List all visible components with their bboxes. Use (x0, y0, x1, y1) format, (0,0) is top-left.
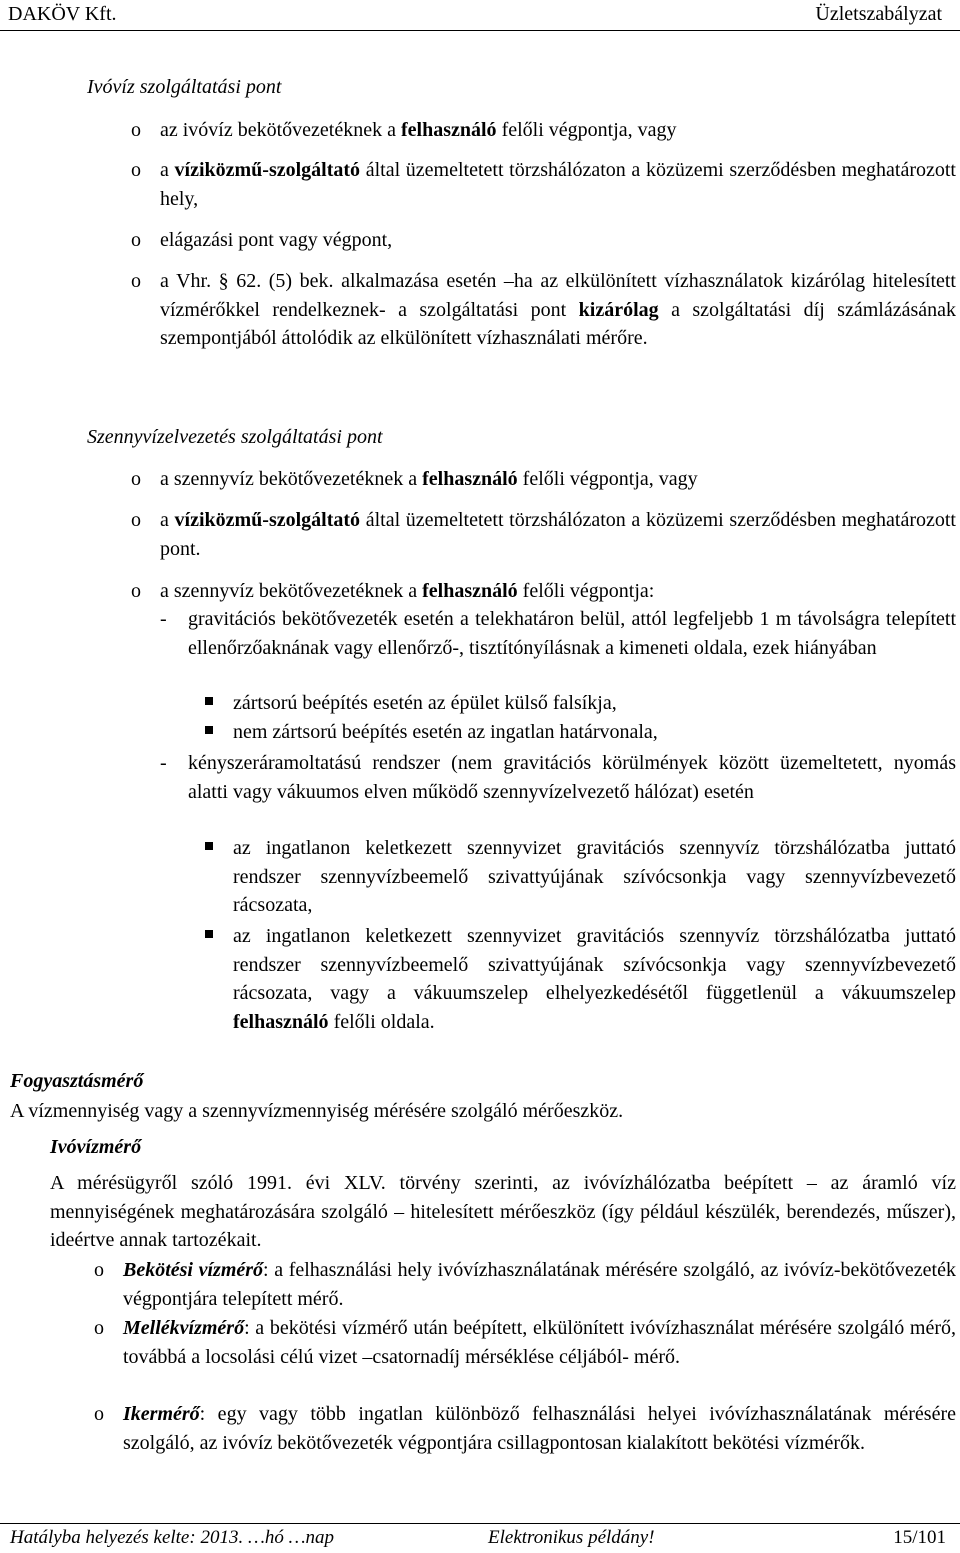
sub-item-gravitational: gravitációs bekötővezeték esetén a telekhatáron belül, attól legfeljebb 1 m távolságra telepített ellenőrzőaknának vagy ellenőrző-, tisztítónyílásnak a kimeneti oldala, ezek hiányában (188, 608, 956, 659)
bullet-dash: - (160, 608, 167, 630)
list-item: a szennyvíz bekötővezetéknek a felhasználó felőli végpontja: (160, 580, 655, 602)
section-title-drinking-water-point: Ivóvíz szolgáltatási pont (87, 76, 282, 98)
square-bullet (205, 842, 213, 850)
bullet-o: o (131, 119, 141, 141)
list-item: Ikermérő: egy vagy több ingatlan különböző felhasználási helyei ivóvízhasználatának mérésére szolgáló, az ivóvíz bekötővezeték végpontjára csillagpontosan kialakított bekötési vízmérők. (123, 1403, 956, 1454)
sub-sub-item: nem zártsorú beépítés esetén az ingatlan határvonala, (233, 721, 658, 743)
bullet-o: o (94, 1317, 104, 1339)
company-name: DAKÖV Kft. (8, 3, 117, 25)
list-item: a szennyvíz bekötővezetéknek a felhasználó felőli végpontja, vagy (160, 468, 698, 490)
bullet-dash: - (160, 752, 167, 774)
list-item: a víziközmű-szolgáltató által üzemeltetett törzshálózaton a közüzemi szerződésben meghatározott hely, (160, 159, 956, 210)
document-title: Üzletszabályzat (815, 3, 942, 25)
square-bullet (205, 697, 213, 705)
sub-item-forced-flow: kényszeráramoltatású rendszer (nem gravitációs körülmények között üzemeltetett, nyomás alatti vagy vákuumos elven működő szennyvízelvezető hálózat) esetén (188, 752, 956, 803)
bullet-o: o (131, 159, 141, 181)
section-title-sewage-point: Szennyvízelvezetés szolgáltatási pont (87, 426, 383, 448)
bullet-o: o (131, 270, 141, 292)
list-item: elágazási pont vagy végpont, (160, 229, 393, 251)
page-header (0, 0, 960, 31)
meter-definition: A vízmennyiség vagy a szennyvízmennyiség mérésére szolgáló mérőeszköz. (10, 1100, 624, 1122)
list-item: az ivóvíz bekötővezetéknek a felhasználó felőli végpontja, vagy (160, 119, 677, 141)
list-item: a víziközmű-szolgáltató által üzemeltetett törzshálózaton a közüzemi szerződésben meghatározott pont. (160, 509, 956, 560)
page-number: 15/101 (893, 1527, 946, 1548)
bullet-o: o (131, 509, 141, 531)
sub-sub-item: az ingatlanon keletkezett szennyvizet gravitációs szennyvíz törzshálózatba juttató rendszer szennyvízbeemelő szivattyújának szívócsonkja vagy szennyvízbevezető rácsozata, (233, 837, 956, 917)
sub-sub-item: az ingatlanon keletkezett szennyvizet gravitációs szennyvíz törzshálózatba juttató rendszer szennyvízbeemelő szivattyújának szívócsonkja vagy szennyvízbevezető rácsozata, vagy a vákuumszelep elhelyezkedésétől függetlenül a vákuumszelep felhasználó felőli oldala. (233, 925, 956, 1033)
bullet-o: o (94, 1403, 104, 1425)
drinking-water-meter-definition: A mérésügyről szóló 1991. évi XLV. törvény szerinti, az ivóvízhálózatba beépített – az áramló víz mennyiségének meghatározására szolgáló – hitelesített mérőeszköz (így például készülék, berendezés, műszer), ideértve annak tartozékait. (50, 1172, 956, 1252)
effective-date: Hatályba helyezés kelte: 2013. …hó …nap (10, 1527, 334, 1548)
list-item: Mellékvízmérő: a bekötési vízmérő után beépített, elkülönített ivóvízhasználat mérésére szolgáló mérő, továbbá a locsolási célú vizet –csatornadíj mérséklése céljából- mérő. (123, 1317, 956, 1368)
bullet-o: o (131, 580, 141, 602)
sub-sub-item: zártsorú beépítés esetén az épület külső falsíkja, (233, 692, 617, 714)
page-footer (0, 1523, 960, 1553)
section-title-meter: Fogyasztásmérő (10, 1070, 144, 1092)
electronic-copy-note: Elektronikus példány! (488, 1527, 655, 1548)
subsection-title-drinking-water-meter: Ivóvízmérő (50, 1136, 142, 1158)
square-bullet (205, 930, 213, 938)
list-item: Bekötési vízmérő: a felhasználási hely ivóvízhasználatának mérésére szolgáló, az ivóvíz-bekötővezeték végpontjára telepített mérő. (123, 1259, 956, 1310)
bullet-o: o (94, 1259, 104, 1281)
list-item: a Vhr. § 62. (5) bek. alkalmazása esetén –ha az elkülönített vízhasználatok kizárólag hitelesített vízmérőkkel rendelkeznek- a szolgáltatási pont kizárólag a szolgáltatási díj számlázásának szempontjából áttolódik az elkülönített vízhasználati mérőre. (160, 270, 957, 350)
square-bullet (205, 726, 213, 734)
bullet-o: o (131, 468, 141, 490)
bullet-o: o (131, 229, 141, 251)
